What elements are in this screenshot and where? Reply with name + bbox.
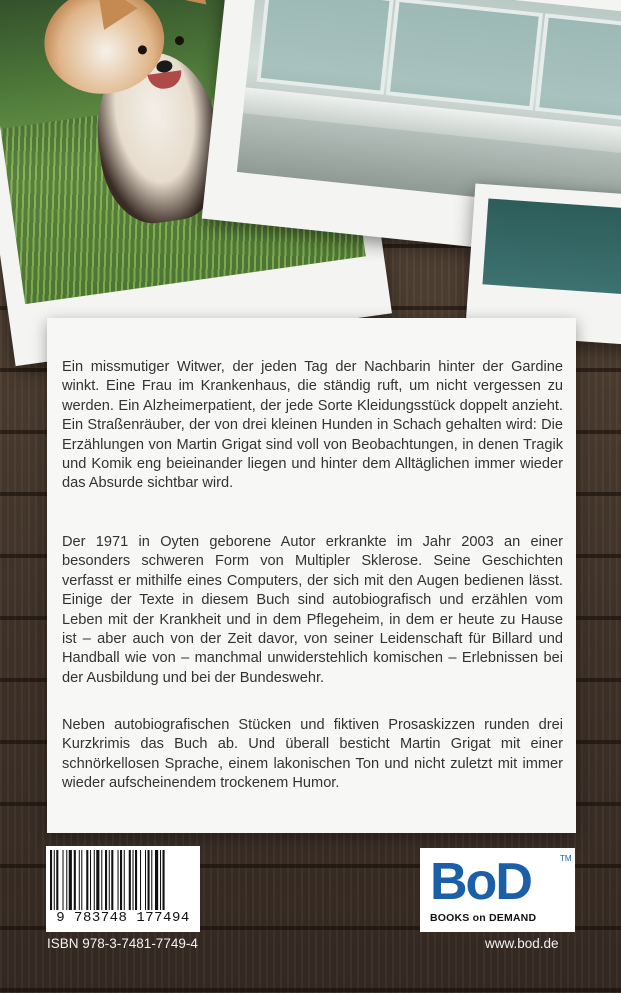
blurb-paragraph-3: Neben autobiografischen Stücken und fiktiven Prosaskizzen runden drei Kurzkrimis das Buch ab. Und überall besticht Martin Grigat mit einer schnörkellosen Sprache, einem lakonischen Ton und nicht zuletzt mit immer wieder aufscheinendem trockenem Humor.: [62, 717, 563, 792]
isbn-label: ISBN 978-3-7481-7749-4: [47, 936, 198, 951]
bod-subtitle: BOOKS on DEMAND: [430, 912, 537, 924]
publisher-url: www.bod.de: [485, 936, 559, 951]
bod-logo-mark: BoD: [430, 853, 531, 911]
blurb-panel: [47, 318, 576, 833]
bod-trademark: TM: [560, 854, 572, 863]
barcode-number: 9 783748 177494: [56, 910, 190, 926]
barcode: [46, 846, 200, 932]
bod-logo: [420, 848, 575, 932]
blurb-paragraph-2: Der 1971 in Oyten geborene Autor erkrankte im Jahr 2003 an einer besonders schweren Form von Multipler Sklerose. Seine Geschichten verfasst er mithilfe eines Computers, der sich mit den Augen bedienen lässt. Einige der Texte in diesem Buch sind autobiografisch und erzählen vom Leben mit der Krankheit und in dem Pflegeheim, in dem er heute zu Hause ist – aber auch von der Zeit davor, von seiner Leidenschaft für Billard und Handball wie von – manchmal unwiderstehlich komischen – Erlebnissen bei der Ausbildung und bei der Bundeswehr.: [62, 534, 563, 686]
barcode-bars: [50, 850, 196, 910]
blurb-paragraph-1: Ein missmutiger Witwer, der jeden Tag der Nachbarin hinter der Gardine winkt. Eine Frau im Krankenhaus, die ständig ruft, um nicht vergessen zu werden. Ein Alzheimerpatient, der jede Sorte Kleidungsstück doppelt anzieht. Ein Straßenräuber, der von drei kleinen Hunden in Schach gehalten wird: Die Erzählungen von Martin Grigat sind voll von Beobachtungen, in denen Tragik und Komik eng beieinander liegen und hinter dem Alltäglichen immer wieder das Absurde sichtbar wird.: [62, 359, 563, 492]
